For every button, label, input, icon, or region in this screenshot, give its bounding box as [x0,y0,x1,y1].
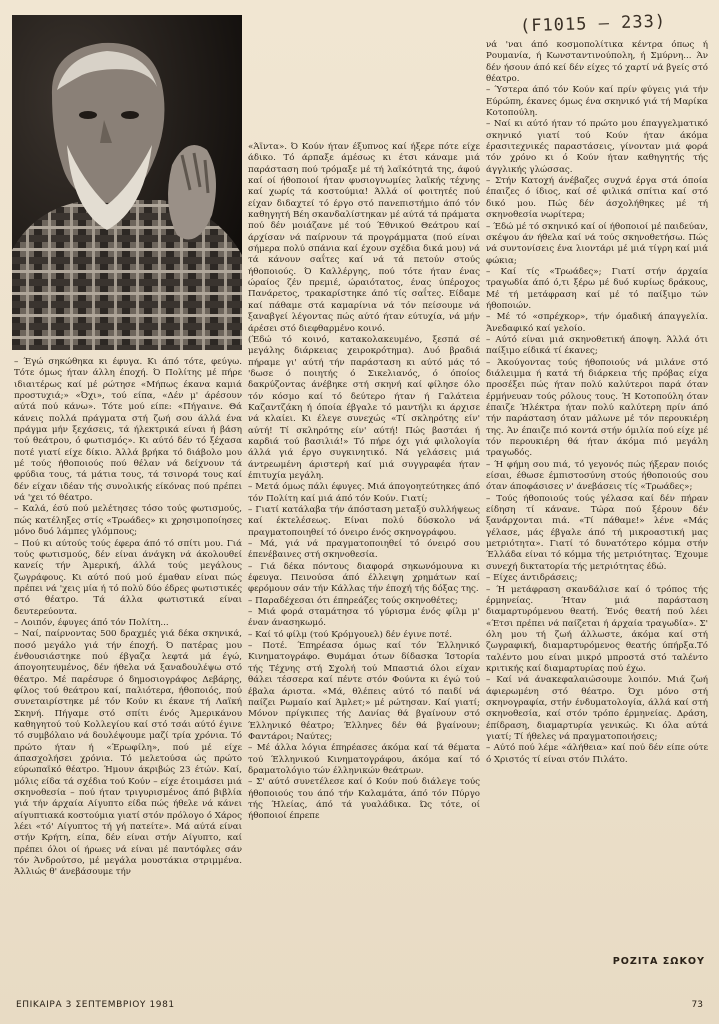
archive-id-handwritten: (F1015 – 233) [519,11,667,37]
page-number: 73 [691,1000,703,1010]
author-byline: ΡΟΖΙΤΑ ΣΩΚΟΥ [612,956,705,967]
paragraph: – Καί τίς «Τρωάδες»; Γιατί στήν άρχαία τραγωδία άπό ό,τι ξέρω μέ δυό κυρίως δράκους, Μέ τή μετάφραση καί μέ τό παίξιμο τών ήθοποιών. [486,266,708,311]
paragraph: – Άκούγοντας τούς ήθοποιούς νά μιλάνε στό διάλειμμα ή κατά τή διάρκεια τής πρόβας είχα προσέξει πώς ήταν πολύ καλύτεροι παρά όταν έρμήνευαν τούς ρόλους τους. Ή Κοτοπούλη όταν έπαιζε Ήλέκτρα ήταν πολύ καλύτερη πρίν άπό τήν παράσταση όταν μάλωνε μέ τόν περουκιέρη της. Άν έπαιζε πιό κοντά στήν όμιλία πού είχε μέ τόν περουκιέρη θά ήταν άκόμα πιό μεγάλη τραγωδός. [486,357,708,459]
paragraph: – Καί τό φίλμ (τού Κρόμγουελ) δέν έγινε ποτέ. [248,629,453,640]
paragraph: – Πού κι αύτούς τούς έφερα άπό τό σπίτι μου. Γιά τούς φωτισμούς, δέν είναι άνάγκη νά άκολουθεί κανείς τήν Άμερική, άλλά τούς μεγάλους ζωγράφους. Κι αύτό πού μού έμαθαν είναι πώς πρέπει νά 'χεις μία ή τό πολύ δύο έδρες φωτιστικές στό θέατρο. Τά άλλα φωτιστικά είναι δευτερεύοντα. [14,538,242,617]
paragraph: – Λοιπόν, έφυγες άπό τόν Πολίτη... [14,617,169,628]
paragraph: – Ύστερα άπό τόν Κούν καί πρίν φύγεις γιά τήν Εύρώπη, έκανες όμως ένα σκηνικό γιά τή Μαρίκα Κοτοπούλη. [486,85,708,119]
paragraph: – Σ' αύτό συνετέλεσε καί ό Κούν πού διάλεγε τούς ήθοποιούς του άπό τήν Καλαμάτα, άπό τόν Πύργο τής Ήλείας, άπό τά γυαλάδικα. Ώς τότε, οί ήθοποιοί έπρεπε [248,777,480,822]
paragraph: – Αύτό είναι μιά σκηνοθετική άποψη. Άλλά ότι παίξιμο είδικά τί έκανες; [486,334,708,357]
paragraph: – Καλά, έσύ πού μελέτησες τόσο τούς φωτισμούς, πώς κατέληξες στίς «Τρωάδες» κι χρησιμοποίησες μόνο δυό λάμπες γλόμπους; [14,504,242,538]
paragraph: – Γιά δέκα πόντους διαφορά σηκωνόμουνα κι έφευγα. Πεινούσα άπό έλλειψη χρημάτων καί φερόμουν σάν τήν Κάλλας τήν έποχή τής δόξας της. [248,561,480,595]
paragraph: – Τούς ήθοποιούς τούς γέλασα καί δέν πήραν είδηση τί κάνανε. Τώρα πού ξέρουν δέν ξανάρχονται πιά. «Τί πάθαμε!» λένε «Μάς γέλασε, μάς έβγαλε άπό τή μικροαστική μας μετριότητα». Γιατί τό δυνατότερο κόμμα στήν Έλλάδα είναι τό κόμμα τής μετριότητας. Έχουμε συνεχή δικτατορία τής μετριότητας έδώ. [486,493,708,572]
paragraph: – Μετά όμως πάλι έφυγες. Μιά άπογοητεύτηκες άπό τόν Πολίτη καί μιά άπό τόν Κούν. Γιατί; [248,482,480,504]
paragraph: – Ναί κι αύτό ήταν τό πρώτο μου έπαγγελματικό σκηνικό γιατί τού Κούν ήταν άκόμα έρασιτεχνικές παραστάσεις, γίνονταν μιά φορά τόν χρόνο κι ό Κούν ήταν καθηγητής τής άγγλικής γλώσσας. [486,119,708,175]
paragraph: νά 'ναι άπό κοσμοπολίτικα κέντρα όπως ή Ρουμανία, ή Κωνσταντινούπολη, ή Σμύρνη... Άν δέν ήσουν άπό κεί δέν είχες τό χαρτί νά βγείς στό θέατρο. [486,40,708,85]
paragraph: – Ή φήμη σου πιά, τό γεγονός πώς ήξεραν ποιός είσαι, έθωσε έμπιστοσύνη στούς ήθοποιούς σου όταν άποφάσισες ν' άνεβάσεις τίς «Τρωάδες»; [486,459,708,493]
article-column-2 [248,142,480,990]
portrait-image [12,15,242,350]
article-column-3 [486,18,708,980]
article-column-1 [14,357,242,987]
paragraph: – Ή μετάφραση σκανδάλισε καί ό τρόπος τής έρμηνείας. Ήταν μιά παράσταση διαμαρτυρόμενου θεατή. Ένός θεατή πού λέει «Έτσι πρέπει νά παίζεται ή άρχαία τραγωδία». Σ' όλη μου τή ζωή άλλωστε, άκόμα καί στή ζωγραφική, διαμαρτυρόμενος θεατής ύπήρξα.Τό ταλέντο μου είναι μικρό μπροστά στό ταλέντο κριτικής καί διαμαρτυρίας πού έχω. [486,584,708,674]
paragraph: – Μέ άλλα λόγια έπηρέασες άκόμα καί τά θέματα τού Έλληνικού Κινηματογράφου, άκόμα καί τό δραματολόγιο τών έλληνικών θεάτρων. [248,743,480,776]
paragraph: – Μά, γιά νά πραγματοποιηθεί τό όνειρό σου έπενέβαινες στή σκηνοθεσία. [248,539,480,561]
footer-publication-date: ΕΠΙΚΑΙΡΑ 3 ΣΕΠΤΕΜΒΡΙΟΥ 1981 [16,1000,175,1010]
paragraph: – Αύτό πού λέμε «άλήθεια» καί πού δέν είπε ούτε ό Χριστός τί είναι στόν Πιλάτο. [486,743,708,765]
paragraph: – Γιατί κατάλαβα τήν άπόσταση μεταξύ συλλήψεως καί έκτελέσεως. Είναι πολύ δύσκολο νά πραγματοποιηθεί τό όνειρο ένός σκηνογράφου. [248,505,480,538]
paragraph: – Έδώ μέ τό σκηνικό καί οί ήθοποιοί μέ παιδεύαν, σκέψου άν ήθελα καί νά τούς σκηνοθετήσω. Πώς νά συντονίσεις ένα λιοντάρι μέ μιά τίγρη καί μιά φώκια; [486,221,708,266]
paragraph: – Μέ τό «σπρέχκορ», τήν όμαδική άπαγγελία. Άνεδαφικό καί γελοίο. [486,312,708,334]
paragraph: – Είχες άντιδράσεις; [486,573,578,584]
portrait-photo [12,15,242,350]
paragraph: – Καί νά άνακεφαλαιώσουμε λοιπόν. Μιά ζωή άφιερωμένη στό θέατρο. Όχι μόνο στή σκηνογραφία, στήν ένδυματολογία, άλλά καί στή σκηνοθεσία, καί στόν τρόπο έρμηνείας. Δράση, έπίδραση, διαμαρτυρία γενικώς. Κι όλα αύτά γιατί; Τί ήθελες νά πραγματοποιήσεις; [486,675,708,742]
paragraph: – Στήν Κατοχή άνέβαζες συχνά έργα στά όποία έπαιζες ό ίδιος, καί σέ φιλικά σπίτια καί στό δικό μου. Πώς δέν άσχολήθηκες μέ τή σκηνοθεσία νωρίτερα; [486,176,708,221]
paragraph: – Ποτέ. Έπηρέασα όμως καί τόν Έλληνικό Κινηματογράφο. Θυμάμαι ότων δίδασκα Ίστορία τής Τέχνης στή Σχολή τού Μπαστιά όλοι είχαν θάλει τέσσερα καί πέντε στόν Φούντα κι έγώ τού έβαλα άριστα. «Μά, θλέπεις αύτό τό παιδί νά παίζει Ρωμαίο καί Άμλετ;» μέ ρώτησαν. Καί γιατί; Μόνον πρίγκιπες τής Δανίας θά βγαίνουν στό Έλληνικό θέατρο; Έλληνες δέν θά βγαίνουν; Φαντάροι; Ναύτες; [248,641,480,742]
paragraph: – Παραδέχεσαι ότι έπηρεάζες τούς σκηνοθέτες; [248,595,458,606]
paragraph: (Έδώ τό κοινό, κατακολακευμένο, ξεσπά σέ μεγάλης διάρκειας χειροκρότημα). Δυό βραδιά πήραμε γι' αύτή τήν παράσταση κι αύτό μάς τό 'δωσε ό ποιητής ό Σικελιανός, ό όποίος δακρύζοντας άνέβηκε στή σκηνή καί φίλησε όλο τόν κόσμο καί τό δεύτερο ήταν ή Γαλάτεια Καζαντζάκη ή όποία έβγαλε τό μαντήλι κι άρχισε νά κλαίει. Κι έλεγε συνεχώς «Τί σκληρότης είν' αύτή! Τί σκληρότης είν' αύτή! Πώς βαστάει ή καρδιά τού βασιλιά!» Τό πήρε όχι γιά φιλολογία άλλά γιά έργο συγκινητικό. Νά γελάσεις μιά άντρεωμένη άριστερή καί μιά συγγραφέα ήταν έπιτυχία μεγάλη. [248,334,480,481]
paragraph: – Ναί, παίρνοντας 500 δραχμές γιά δέκα σκηνικά, ποσό μεγάλο γιά τήν έποχή. Ό πατέρας μου ένθουσιάστηκε πού έβγαζα λεφτά μά έγώ, άπογοητευμένος, δέν ήθελα νά ξαναδουλέψω στό θέατρο. Μέ παρέσυρε ό δημοσιογράφος Δεβάρης, φίλος τού θεάτρου καί, παλιότερα, ήθοποιός, πού συνεταιρίστηκε μέ τόν Κούν κι έκανε τή Λαϊκή Σκηνή. Πήγαμε στό σπίτι ένός Άμερικάνου καθηγητού τού Κολλεγίου καί στό τσάι αύτό έγινε τό συμβόλαιο νά δουλέψουμε μαζί τρία χρόνια. Τό πρώτο ήταν ή «Έρωφίλη», πού μέ είχε άπασχολήσει χρόνια. Τό μελετούσα ώς πρώτο εύρωπαϊκό θέατρο. Ήμουν άκριβώς 23 έτών. Καί, μόλις είδα τά σχέδια τού Κούν – είχε έτοιμάσει μιά σκηνοθεσία – πού ήταν τριγυρισμένος άπό βιβλία γιά τήν άρχαία Αίγυπτο είδα πώς ήθελε νά κάνει αίγυπτιακά κοστούμια γιατί στόν πρόλογο ό Χάρος λέει «τό' Αίγυπτος τή γή πατείτε». Μά αύτά είναι στήν Κρήτη, είπα, δέν είναι στήν Αίγυπτο, καί πρέπει όλοι οί ήρωες νά είναι μέ παντόφλες σάν τόν Άνδρούτσο, μέ μεγάλα μουστάκια στριμμένα. Άλλιώς θ' άνεβάσουμε τήν [14,629,242,878]
paragraph: «Άϊντα». Ό Κούν ήταν έξυπνος καί ήξερε πότε είχε άδικο. Τό άρπαξε άμέσως κι έτσι κάναμε μιά παράσταση πού τρόμαξε μέ τή λαϊκότητά της, άφού καί οί ήθοποιοί ήταν φυσιογνωμίες λαϊκής τέχνης καί χωρίς τά κοστούμια! Άλλά οί φοιτητές πού είχαν διδαχτεί τό έργο στό πανεπιστήμιο άπό τόν καθηγητή Βέη σκανδαλίστηκαν μέ αύτά τά πράματα πού δέν μοιάζανε μέ τού Έθνικού Θεάτρου καί άρχίσαν νά παίρνουν τά προγράμματα (πού είναι σήμερα πολύ σπάνια καί έχουν σχέδια δικά μου) νά τά κάνουν σαΐτες καί νά τά πετούν στούς ήθοποιούς. Ό Καλλέργης, πού τότε ήταν ένας ώραίος ζέν πρεμιέ, ώραιότατος, ένας ύπέροχος Πανάρετος, τρακαρίστηκε άπό τίς σαΐτες. Είδαμε καί πάθαμε στά καμαρίνια νά τόν πείσουμε νά ξαναβγεί λέγοντας πώς αύτό ήταν εύτυχία, νά μήν άρέσει στό διεφθαρμένο κοινό. [248,142,480,334]
paragraph: – Μιά φορά σταμάτησα τό γύρισμα ένός φίλμ μ' έναν άνασηκωμό. [248,607,480,629]
paragraph: – Έγώ σηκώθηκα κι έφυγα. Κι άπό τότε, φεύγω. Τότε όμως ήταν άλλη έποχή. Ό Πολίτης μέ πήρε ιδιαιτέρως καί μέ ρώτησε «Μήπως έκανα καμιά προστυχιά;» «Όχι», τού είπα, «Δέν μ' άρέσουν αύτά πού κάνω». Τότε μού είπε: «Πήγαινε. Θά κάνεις πολλά πράγματα στή ζωή σου άλλά ένα πράγμα μήν ξεχάσεις, τά ήλεκτρικά είναι ή βάση τού θεάτρου, ό φωτισμός». Κι αύτό δέν τό ξέχασα ποτέ γιατί είχε δίκιο. Άλλά βρήκα τό διάβολο μου μέ τούς ήθοποιούς πού θέλαν νά δείχνουν τά φρύδια τους, τά μάτια τους, τά τσινορά τους καί δέν είχαν ιδέαν τής συνολικής είκόνας πού πρέπει νά 'χει τό θέατρο. [14,357,242,504]
